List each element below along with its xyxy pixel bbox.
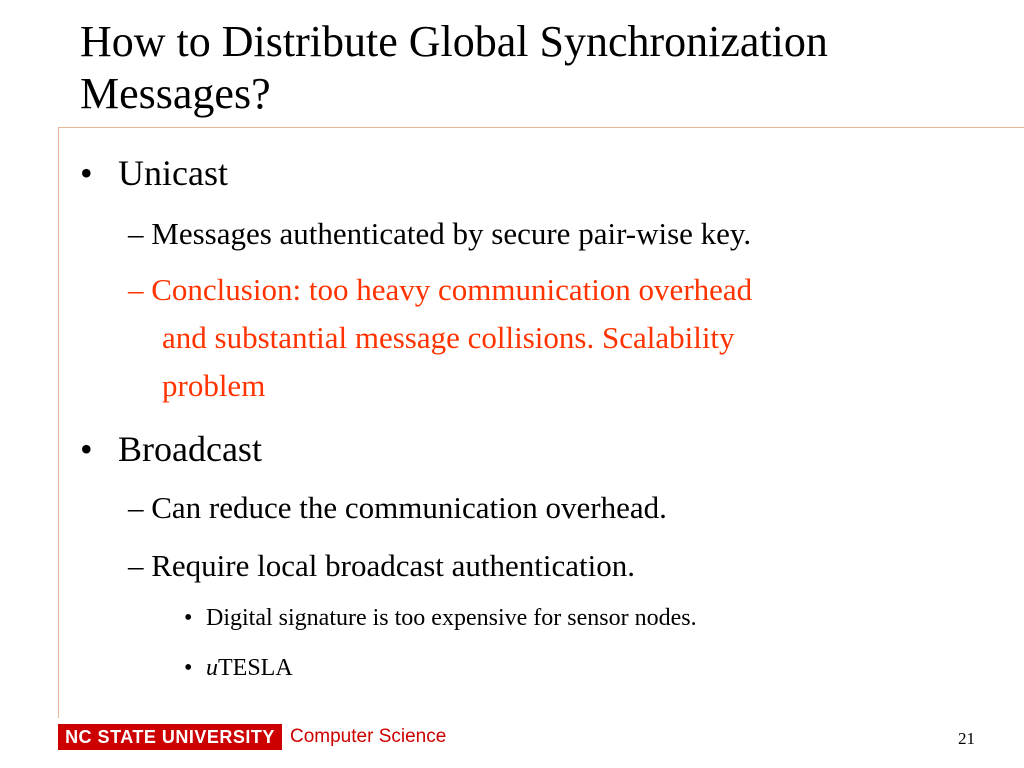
bullet-broadcast <box>80 428 262 470</box>
third-level-utesla <box>184 654 293 682</box>
horizontal-rule <box>58 127 1024 128</box>
bullet-label: Unicast <box>118 153 228 193</box>
utesla-suffix: TESLA <box>218 655 293 681</box>
slide-title: How to Distribute Global Synchronization Messages? <box>80 17 828 118</box>
sub-item-local-broadcast <box>128 548 635 584</box>
dash: – <box>128 548 152 583</box>
bullet-label: Broadcast <box>118 429 262 469</box>
department-label: Computer Science <box>290 726 447 747</box>
sub-item-conclusion <box>128 272 752 308</box>
bullet-dot: • <box>80 429 93 469</box>
vertical-rule <box>58 127 59 718</box>
sub-item-text: Messages authenticated by secure pair-wise key. <box>151 216 752 251</box>
third-level-text: Digital signature is too expensive for sensor nodes. <box>206 605 697 631</box>
sub-item-text: Require local broadcast authentication. <box>151 548 636 583</box>
conclusion-line-2: and substantial message collisions. Scalability <box>162 320 735 355</box>
sub-item-text: Can reduce the communication overhead. <box>151 490 667 525</box>
dash: – <box>128 216 152 251</box>
third-level-digital-signature <box>184 604 697 632</box>
bullet-unicast <box>80 152 228 194</box>
university-logo: NC STATE UNIVERSITY <box>58 724 282 750</box>
dash: – <box>128 272 152 307</box>
small-bullet-dot: • <box>184 605 193 631</box>
sub-item-reduce-overhead <box>128 490 667 526</box>
bullet-dot: • <box>80 153 93 193</box>
conclusion-line-1: Conclusion: too heavy communication overhead <box>151 272 753 307</box>
small-bullet-dot: • <box>184 655 193 681</box>
utesla-italic-prefix: u <box>206 655 218 681</box>
utesla-text <box>206 654 293 682</box>
dash: – <box>128 490 152 525</box>
sub-item-authenticated <box>128 216 751 252</box>
conclusion-line-3: problem <box>162 368 266 403</box>
page-number: 21 <box>958 729 975 748</box>
